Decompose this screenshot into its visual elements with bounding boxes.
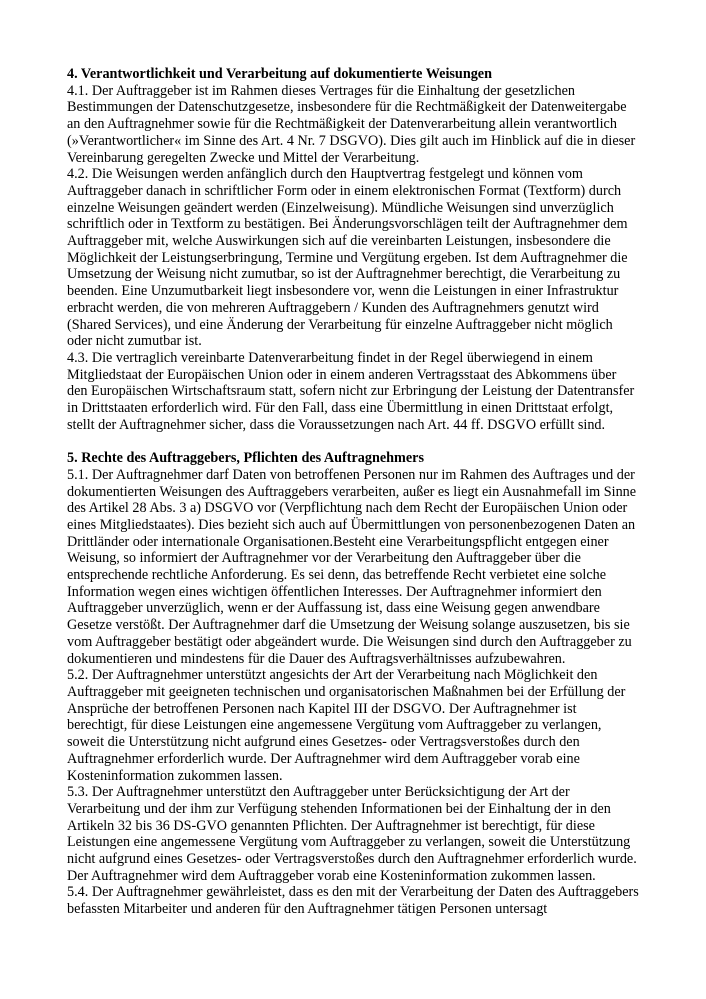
paragraph-5-2: 5.2. Der Auftragnehmer unterstützt angesichts der Art der Verarbeitung nach Möglichkeit den Auftraggeber mit geeigneten technischen und organisatorischen Maßnahmen bei der Erfüllung der Ansprüche der betroffenen Personen nach Kapitel III der DSGVO. Der Auftragnehmer ist berechtigt, für diese Leistungen eine angemessene Vergütung vom Auftraggeber zu verlangen, soweit die Unterstützung nicht aufgrund eines Gesetzes- oder Vertragsverstoßes durch den Auftragnehmer erforderlich wurde. Der Auftragnehmer wird dem Auftraggeber vorab eine Kosteninformation zukommen lassen. — [67, 667, 626, 784]
paragraph-4-3: 4.3. Die vertraglich vereinbarte Datenverarbeitung findet in der Regel überwiegend in einem Mitgliedstaat der Europäischen Union oder in einem anderen Vertragsstaat des Abkommens über den Europäischen Wirtschaftsraum statt, sofern nicht zur Erbringung der Leistung der Datentransfer in Drittstaaten erforderlich wird. Für den Fall, dass eine Übermittlung in einen Drittstaat erfolgt, stellt der Auftragnehmer sicher, dass die Voraussetzungen nach Art. 44 ff. DSGVO erfüllt sind. — [67, 349, 635, 433]
paragraph-5-1: 5.1. Der Auftragnehmer darf Daten von betroffenen Personen nur im Rahmen des Auftrages und der dokumentierten Weisungen des Auftraggebers verarbeiten, außer es liegt ein Ausnahmefall im Sinne des Artikel 28 Abs. 3 a) DSGVO vor (Verpflichtung nach dem Recht der Europäischen Union oder eines Mitgliedstaates). Dies bezieht sich auch auf Übermittlungen von personenbezogenen Daten an Drittländer oder internationale Organisationen.Besteht eine Verarbeitungspflicht entgegen einer Weisung, so informiert der Auftragnehmer vor der Verarbeitung den Auftraggeber über die entsprechende rechtliche Anforderung. Es sei denn, das betreffende Recht verbietet eine solche Information wegen eines wichtigen öffentlichen Interesses. Der Auftragnehmer informiert den Auftraggeber unverzüglich, wenn er der Auffassung ist, dass eine Weisung gegen anwendbare Gesetze verstößt. Der Auftragnehmer darf die Umsetzung der Weisung solange auszusetzen, bis sie vom Auftraggeber bestätigt oder abgeändert wurde. Die Weisungen sind durch den Auftraggeber zu dokumentieren und mindestens für die Dauer des Auftragsverhältnisses aufzubewahren. — [67, 466, 637, 667]
section-rights-duties — [67, 450, 639, 918]
paragraph-5-3: 5.3. Der Auftragnehmer unterstützt den Auftraggeber unter Berücksichtigung der Art der Verarbeitung und der ihm zur Verfügung stehenden Informationen bei der Einhaltung der in den Artikeln 32 bis 36 DS-GVO genannten Pflichten. Der Auftragnehmer ist berechtigt, für diese Leistungen eine angemessene Vergütung vom Auftraggeber zu verlangen, soweit die Unterstützung nicht aufgrund eines Gesetzes- oder Vertragsverstoßes durch den Auftragnehmer erforderlich wurde. Der Auftragnehmer wird dem Auftraggeber vorab eine Kosteninformation zukommen lassen. — [67, 784, 637, 884]
paragraph-4-2: 4.2. Die Weisungen werden anfänglich durch den Hauptvertrag festgelegt und können vom Auftraggeber danach in schriftlicher Form oder in einem elektronischen Format (Textform) durch einzelne Weisungen geändert werden (Einzelweisung). Mündliche Weisungen sind unverzüglich schriftlich oder in Textform zu bestätigen. Bei Änderungsvorschlägen teilt der Auftragnehmer dem Auftraggeber mit, welche Auswirkungen sich auf die vereinbarten Leistungen, insbesondere die Möglichkeit der Leistungserbringung, Termine und Vergütung ergeben. Ist dem Auftragnehmer die Umsetzung der Weisung nicht zumutbar, so ist der Auftragnehmer berechtigt, die Verarbeitung zu beenden. Eine Unzumutbarkeit liegt insbesondere vor, wenn die Leistungen in einer Infrastruktur erbracht werden, die von mehreren Auftraggebern / Kunden des Auftragnehmers genutzt wird (Shared Services), und eine Änderung der Verarbeitung für einzelne Auftraggeber nicht möglich oder nicht zumutbar ist. — [67, 166, 628, 350]
paragraph-5-4: 5.4. Der Auftragnehmer gewährleistet, dass es den mit der Verarbeitung der Daten des Auftraggebers befassten Mitarbeiter und anderen für den Auftragnehmer tätigen Personen untersagt — [67, 884, 639, 918]
section-5-heading: 5. Rechte des Auftraggebers, Pflichten des Auftragnehmers — [67, 450, 424, 467]
paragraph-4-1: 4.1. Der Auftraggeber ist im Rahmen dieses Vertrages für die Einhaltung der gesetzlichen Bestimmungen der Datenschutzgesetze, insbesondere für die Rechtmäßigkeit der Datenweitergabe an den Auftragnehmer sowie für die Rechtmäßigkeit der Datenverarbeitung allein verantwortlich (»Verantwortlicher« im Sinne des Art. 4 Nr. 7 DSGVO). Dies gilt auch im Hinblick auf die in dieser Vereinbarung geregelten Zwecke und Mittel der Verarbeitung. — [67, 82, 636, 166]
section-4-heading: 4. Verantwortlichkeit und Verarbeitung auf dokumentierte Weisungen — [67, 66, 492, 82]
section-responsibility — [67, 66, 639, 433]
